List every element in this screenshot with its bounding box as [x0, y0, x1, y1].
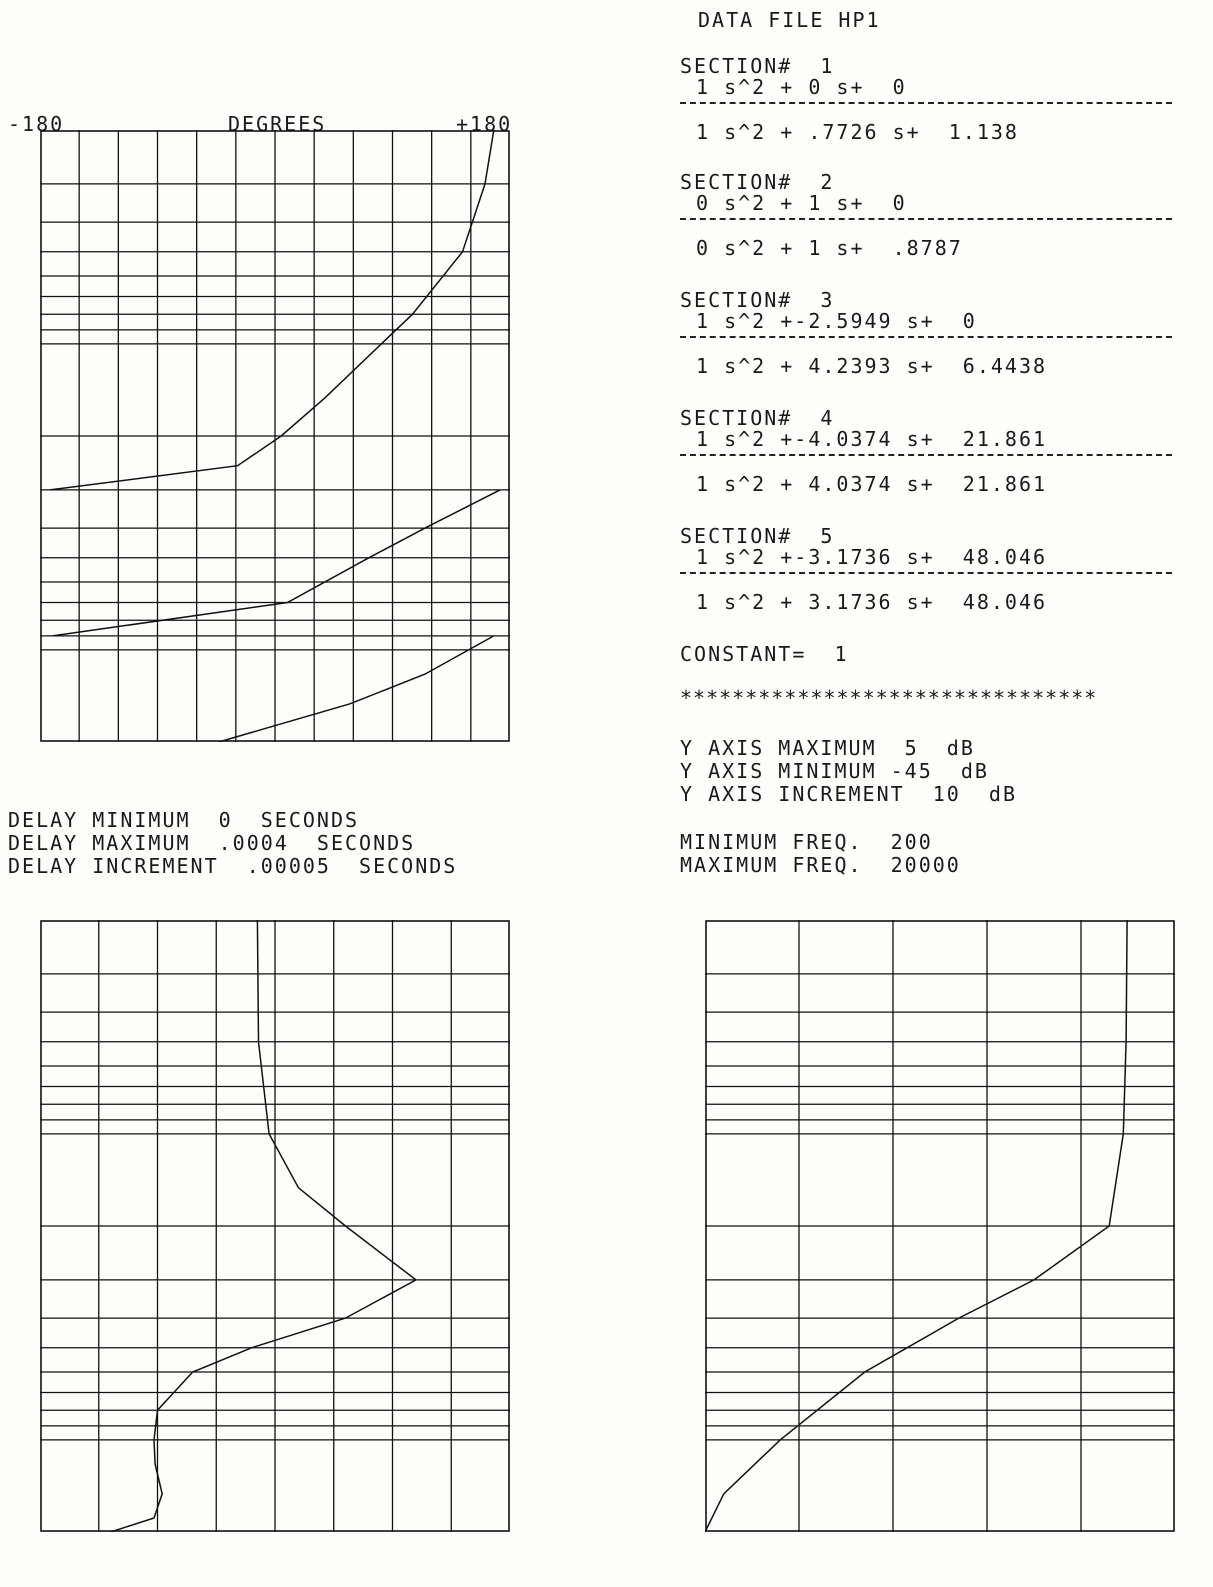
section-divider [680, 218, 1172, 220]
section-divider [680, 454, 1172, 456]
series-line [53, 490, 501, 636]
phase-axis-right: +180 [456, 112, 513, 136]
constant-line: CONSTANT= 1 [680, 642, 849, 666]
section-numerator: 1 s^2 +-3.1736 s+ 48.046 [696, 545, 1048, 569]
section-denominator: 1 s^2 + 4.0374 s+ 21.861 [696, 472, 1048, 496]
section-label: SECTION# 4 [680, 406, 835, 430]
min-freq: MINIMUM FREQ. 200 [680, 830, 933, 854]
delay-max: DELAY MAXIMUM .0004 SECONDS [8, 831, 416, 855]
phase-axis-left: -180 [8, 112, 65, 136]
y-axis-min: Y AXIS MINIMUM -45 dB [680, 759, 989, 783]
delay-min: DELAY MINIMUM 0 SECONDS [8, 808, 360, 832]
y-axis-max: Y AXIS MAXIMUM 5 dB [680, 736, 975, 760]
section-denominator: 1 s^2 + 4.2393 s+ 6.4438 [696, 354, 1048, 378]
section-numerator: 1 s^2 +-2.5949 s+ 0 [696, 309, 977, 333]
section-label: SECTION# 2 [680, 170, 835, 194]
section-label: SECTION# 5 [680, 524, 835, 548]
group-delay-chart [40, 920, 510, 1532]
section-denominator: 0 s^2 + 1 s+ .8787 [696, 236, 963, 260]
section-divider [680, 336, 1172, 338]
series-line [219, 636, 494, 742]
section-label: SECTION# 3 [680, 288, 835, 312]
magnitude-chart [705, 920, 1175, 1532]
section-numerator: 0 s^2 + 1 s+ 0 [696, 191, 907, 215]
section-numerator: 1 s^2 + 0 s+ 0 [696, 75, 907, 99]
phase-axis-label: DEGREES [228, 112, 327, 136]
section-divider [680, 102, 1172, 104]
delay-increment: DELAY INCREMENT .00005 SECONDS [8, 854, 458, 878]
data-file-title: DATA FILE HP1 [698, 8, 881, 32]
y-axis-increment: Y AXIS INCREMENT 10 dB [680, 782, 1017, 806]
phase-chart [40, 130, 510, 742]
section-numerator: 1 s^2 +-4.0374 s+ 21.861 [696, 427, 1048, 451]
max-freq: MAXIMUM FREQ. 20000 [680, 853, 961, 877]
section-denominator: 1 s^2 + .7726 s+ 1.138 [696, 120, 1019, 144]
section-divider [680, 572, 1172, 574]
stars-divider: ******************************** [680, 686, 1098, 710]
section-denominator: 1 s^2 + 3.1736 s+ 48.046 [696, 590, 1048, 614]
section-label: SECTION# 1 [680, 54, 835, 78]
